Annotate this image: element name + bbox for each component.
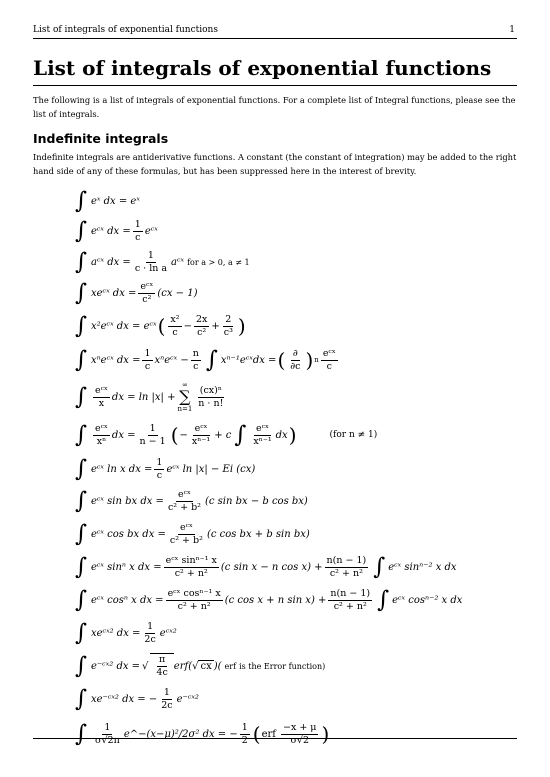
formula-row bbox=[75, 617, 515, 649]
fraction: $\frac{\pi}{4c}$ bbox=[156, 654, 168, 678]
fraction: $\frac{\text{eᶜˣ}}{\text{xⁿ⁻¹}}$ bbox=[253, 422, 272, 447]
fraction: $\frac{\text{eᶜˣ}}{\text{xⁿ⁻¹}}$ bbox=[191, 422, 211, 447]
formula-text: dx = ln |x| + bbox=[111, 391, 176, 403]
integral-sign: ∫ bbox=[75, 587, 87, 613]
formula-row: ∫ xⁿeᶜˣ dx = $\frac{1}{c}$ xⁿeᶜˣ − $\frac{n}{c}$ ∫ xⁿ⁻¹eᶜˣdx = ( $\frac{\partial}{\partial c}$ ) n $\frac{\text{eᶜˣ}}{c}$ bbox=[75, 346, 336, 373]
formula-text: e^−(x−μ)²/2σ² dx = − bbox=[123, 728, 238, 740]
formula-row bbox=[75, 584, 515, 617]
integral-sign: ∫ bbox=[75, 312, 87, 339]
square-root bbox=[150, 653, 173, 679]
formula-text: xeᶜˣ dx = bbox=[90, 288, 137, 299]
integral-sign: ∫ bbox=[75, 249, 87, 275]
formula-text: eᶜˣ ln |x| − Ei (cx) bbox=[166, 463, 256, 475]
formula-text: eᶜˣ ln x dx = bbox=[90, 463, 153, 475]
integral-sign: ∫ bbox=[75, 346, 87, 373]
formula-text: eᶜˣ sinⁿ x dx = bbox=[90, 562, 162, 573]
fraction: $\frac{1}{2c}$ bbox=[161, 687, 173, 711]
intro-paragraph: The following is a list of integrals of exponential functions. For a complete list of Integral functions, please see the list of integrals. bbox=[33, 95, 516, 119]
formula-row bbox=[75, 278, 515, 309]
formula-text: (c cos x + n sin x) + bbox=[224, 595, 327, 606]
running-header bbox=[33, 22, 517, 39]
formula-text: (c sin x − n cos x) + bbox=[220, 562, 323, 573]
fraction: $\frac{n}{c}$ bbox=[192, 347, 199, 372]
page-number: 1 bbox=[509, 25, 515, 35]
integral-sign: ∫ bbox=[75, 619, 87, 646]
formula-text: (cx − 1) bbox=[157, 288, 198, 299]
integral-sign: ∫ bbox=[205, 346, 218, 373]
integral-sign: ∫ bbox=[75, 218, 87, 244]
formula-text: (c cos bx + b sin bx) bbox=[206, 529, 310, 540]
formula-text: eᶜˣ sin bx dx = bbox=[90, 496, 164, 507]
fraction: $\frac{\text{eᶜˣ}}{\text{c² + b²}}$ bbox=[169, 522, 203, 546]
formula-row bbox=[75, 216, 515, 247]
formula-text: xⁿeᶜˣ dx = bbox=[90, 354, 141, 366]
fraction: $\frac{1}{\text{c · ln a}}$ bbox=[134, 250, 168, 274]
integral-sign: ∫ bbox=[75, 652, 87, 679]
formula-text: + c bbox=[214, 429, 232, 441]
condition-text: is the Error function) bbox=[239, 661, 326, 671]
fraction: $\frac{1}{2}$ bbox=[241, 721, 248, 746]
integral-sign: ∫ bbox=[75, 421, 87, 448]
fraction: $\frac{1}{n - 1}$ bbox=[139, 422, 166, 447]
fraction: $\frac{1}{c}$ bbox=[156, 456, 163, 481]
formula-row bbox=[75, 377, 515, 417]
fraction: $\frac{2}{\text{c³}}$ bbox=[223, 313, 233, 338]
section-heading: Indefinite integrals bbox=[33, 131, 169, 146]
integral-sign: ∫ bbox=[75, 554, 87, 580]
fraction: $\frac{1}{\sigma√2\pi}$ bbox=[94, 721, 120, 746]
integral-sign: ∫ bbox=[373, 554, 386, 580]
fraction: $\frac{\text{(cx)ⁿ}}{n \cdot n!}$ bbox=[198, 384, 224, 409]
fraction: $\frac{\text{eᶜˣ}}{c}$ bbox=[322, 347, 336, 372]
condition-text: for a > 0, a ≠ 1 bbox=[187, 258, 250, 267]
fraction: $\frac{n(n - 1)}{\text{c² + n²}}$ bbox=[330, 588, 371, 612]
page-title: List of integrals of exponential functions bbox=[33, 56, 517, 86]
fraction: $\frac{-x + \mu}{\sigma√2}$ bbox=[282, 721, 317, 746]
formula-text: eˣ dx = eˣ bbox=[90, 195, 140, 207]
formula-text: eᶜˣ bbox=[144, 226, 158, 237]
integral-sign: ∫ bbox=[75, 720, 87, 747]
fraction: $\frac{\text{eᶜˣ}}{\text{xⁿ}}$ bbox=[94, 422, 108, 447]
formula-text: aᶜˣ bbox=[171, 257, 185, 268]
formula-text: eᶜˣ cosⁿ⁻² x dx bbox=[392, 595, 463, 606]
integral-sign: ∫ bbox=[377, 587, 390, 613]
formula-text: e⁻ᶜˣ² dx = bbox=[90, 660, 141, 672]
formula-text: xⁿeᶜˣ − bbox=[154, 354, 189, 366]
formula-list bbox=[75, 186, 515, 752]
formula-text: e⁻ᶜˣ² bbox=[176, 694, 199, 705]
formula-text: xⁿ⁻¹eᶜˣdx = bbox=[220, 354, 277, 366]
fraction: $\frac{\partial}{\partial c}$ bbox=[290, 347, 301, 372]
formula-text: eᶜˣ sinⁿ⁻² x dx bbox=[388, 562, 457, 573]
formula-row bbox=[75, 551, 515, 584]
integral-sign: ∫ bbox=[75, 521, 87, 547]
formula-text: xeᶜˣ² dx = bbox=[90, 627, 141, 639]
footer-rule bbox=[33, 738, 517, 739]
formula-text: dx bbox=[275, 429, 288, 441]
fraction: $\frac{\text{eᶜˣ}}{\text{c²}}$ bbox=[140, 281, 154, 305]
formula-row: ∫ x²eᶜˣ dx = eᶜˣ ( $\frac{\text{x²}}{c}$ − $\frac{2x}{\text{c²}}$ + $\frac{2}{\text{c³}}$ ) bbox=[75, 312, 246, 339]
formula-text: x²eᶜˣ dx = eᶜˣ bbox=[90, 320, 157, 332]
fraction: $\frac{n(n - 1)}{\text{c² + n²}}$ bbox=[326, 555, 367, 579]
formula-row bbox=[75, 453, 515, 485]
formula-text: eᶜˣ dx = bbox=[90, 226, 131, 237]
fraction: $\frac{\text{eᶜˣ cosⁿ⁻¹ x}}{\text{c² + n²}}$ bbox=[167, 588, 221, 612]
integral-sign: ∫ bbox=[75, 488, 87, 514]
formula-row bbox=[75, 247, 515, 278]
formula-row bbox=[75, 186, 515, 216]
integral-sign: ∫ bbox=[75, 686, 87, 712]
integral-sign: ∫ bbox=[75, 280, 87, 306]
formula-row: ∫ $\frac{\text{eᶜˣ}}{\text{xⁿ}}$ dx = $\frac{1}{n - 1}$ ( − $\frac{\text{eᶜˣ}}{\text{xⁿ⁻¹}}$ + c ∫ $\frac{\text{eᶜˣ}}{\text{xⁿ⁻¹}}$ dx ) (for n ≠ 1) bbox=[75, 421, 378, 448]
fraction: $\frac{\text{x²}}{c}$ bbox=[170, 313, 180, 338]
formula-row bbox=[75, 485, 515, 518]
fraction: $\frac{1}{2c}$ bbox=[144, 620, 156, 645]
formula-text: eᶜˣ² bbox=[159, 627, 177, 639]
fraction: $\frac{\text{eᶜˣ}}{\text{c² + b²}}$ bbox=[167, 489, 201, 513]
fraction: $\frac{\text{eᶜˣ}}{x}$ bbox=[94, 384, 108, 409]
running-title: List of integrals of exponential functions bbox=[33, 25, 218, 35]
formula-text: eᶜˣ cos bx dx = bbox=[90, 529, 166, 540]
fraction: $\frac{\text{eᶜˣ sinⁿ⁻¹ x}}{\text{c² + n²}}$ bbox=[165, 555, 217, 579]
formula-row: ∫ $\frac{1}{\sigma√2\pi}$ e^−(x−μ)²/2σ² dx = − $\frac{1}{2}$ ( erf $\frac{-x + \mu}{\sigma√2}$ ) bbox=[75, 720, 330, 747]
formula-text: (c sin bx − b cos bx) bbox=[204, 496, 308, 507]
section-description: Indefinite integrals are antiderivative functions. A constant (the constant of integration) may be added to the right hand side of any of these formulas, but has been suppressed here in the interest of brevity. bbox=[33, 152, 517, 176]
formula-row: ∫ e⁻ᶜˣ² dx = √ $\frac{\pi}{4c}$ erf( √ cx )( erf is the Error function) bbox=[75, 652, 326, 679]
formula-row bbox=[75, 518, 515, 551]
fraction: $\frac{1}{c}$ bbox=[134, 219, 141, 243]
formula-text: xe⁻ᶜˣ² dx = − bbox=[90, 694, 158, 705]
formula-row bbox=[75, 683, 515, 716]
fraction: $\frac{1}{c}$ bbox=[144, 347, 151, 372]
formula-text: eᶜˣ cosⁿ x dx = bbox=[90, 595, 164, 606]
summation: ∞ ∑ n=1 bbox=[177, 381, 193, 413]
condition-text: (for n ≠ 1) bbox=[329, 430, 378, 440]
integral-sign: ∫ bbox=[75, 383, 87, 410]
formula-text: )( bbox=[213, 660, 222, 672]
fraction: $\frac{2x}{\text{c²}}$ bbox=[195, 313, 208, 338]
formula-text: aᶜˣ dx = bbox=[90, 257, 131, 268]
formula-text: erf( bbox=[173, 660, 193, 672]
integral-sign: ∫ bbox=[75, 187, 87, 214]
integral-sign: ∫ bbox=[75, 455, 87, 482]
integral-sign: ∫ bbox=[234, 421, 247, 448]
